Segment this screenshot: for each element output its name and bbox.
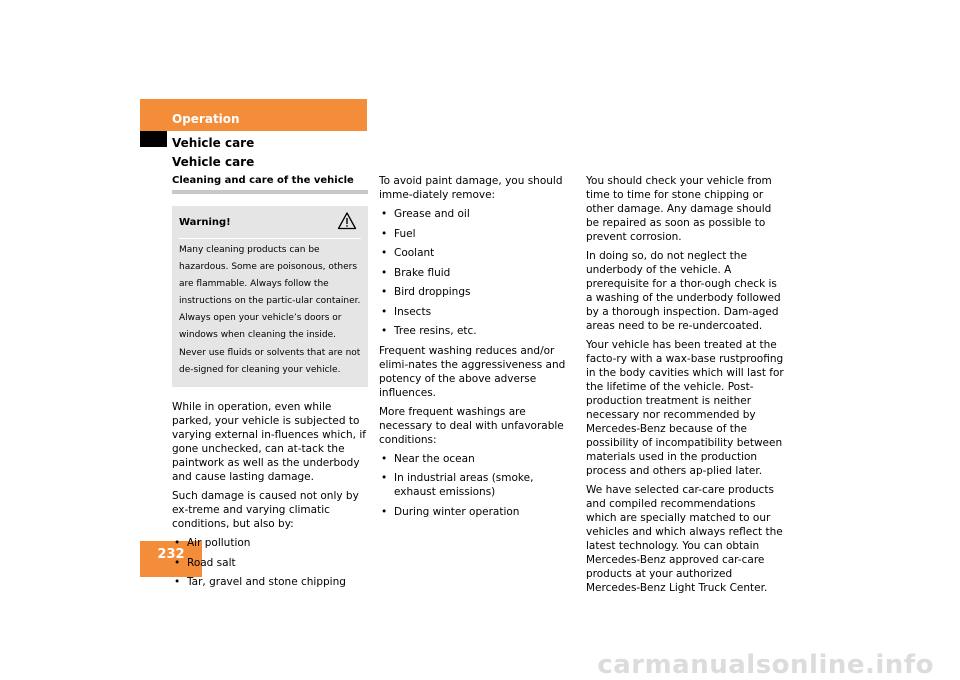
list-item: • Tar, gravel and stone chipping bbox=[172, 575, 368, 589]
list-item: • During winter operation bbox=[379, 505, 575, 519]
list-item: • Tree resins, etc. bbox=[379, 324, 575, 338]
paragraph: You should check your vehicle from time to time for stone chipping or other damage. Any damage should be repaired as soon as possible to prevent corrosion. bbox=[586, 175, 772, 243]
page-number: 232 bbox=[157, 547, 185, 562]
paragraph: We have selected car-care products and compiled recommendations which are specially matched to our vehicles and which always reflect the latest technology. You can obtain Mercedes-Benz approved car-care products at your authorized Mercedes-Benz Light Truck Center. bbox=[586, 484, 783, 594]
paragraph: Frequent washing reduces and/or elimi-nates the aggressiveness and potency of the above adverse influences. bbox=[379, 344, 566, 399]
paragraph: In doing so, do not neglect the underbody of the vehicle. A prerequisite for a thor-ough check is a washing of the underbody followed by a thorough inspection. Dam-aged areas need to be re-undercoated. bbox=[586, 250, 781, 332]
paragraph: While in operation, even while parked, your vehicle is subjected to varying external in-fluences which, if gone unchecked, can at-tack the paintwork as well as the underbody and cause lasting damage. bbox=[172, 401, 366, 483]
warning-triangle-icon bbox=[337, 211, 357, 231]
section-title: Operation bbox=[172, 112, 240, 126]
bullet-list bbox=[379, 452, 575, 519]
right-column bbox=[586, 174, 786, 600]
list-item: • Bird droppings bbox=[379, 285, 575, 299]
warning-label: Warning! bbox=[179, 217, 231, 228]
watermark: carmanualsonline.info bbox=[597, 650, 934, 680]
list-item: • Air pollution bbox=[172, 536, 368, 550]
subheading: Cleaning and care of the vehicle bbox=[172, 174, 368, 194]
warning-paragraph: Never use fluids or solvents that are not de-signed for cleaning your vehicle. bbox=[179, 348, 361, 375]
list-item: • Coolant bbox=[379, 246, 575, 260]
warning-paragraph: Many cleaning products can be hazardous. Some are poisonous, others are flammable. Always follow the instructions on the partic-ular container. Always open your vehicle’s doors or windows when cleaning the inside. bbox=[179, 245, 361, 340]
page-title: Vehicle care bbox=[172, 155, 255, 169]
list-item: • Insects bbox=[379, 305, 575, 319]
middle-column bbox=[379, 174, 575, 524]
warning-header bbox=[179, 206, 361, 239]
list-item: • Near the ocean bbox=[379, 452, 575, 466]
warning-box bbox=[172, 206, 368, 387]
bullet-list bbox=[379, 207, 575, 338]
paragraph: Your vehicle has been treated at the facto-ry with a wax-base rustproofing in the body cavities which will last for the lifetime of the vehicle. Post-production treatment is neither necessary nor recommended by Mercedes-Benz because of the possibility of incompatibility between materials used in the production process and others ap-plied later. bbox=[586, 339, 784, 477]
bullet-list bbox=[172, 536, 368, 589]
list-item: • Road salt bbox=[172, 556, 368, 570]
list-item: • Fuel bbox=[379, 227, 575, 241]
list-item: • In industrial areas (smoke, exhaust emissions) bbox=[379, 471, 575, 499]
section-marker bbox=[140, 131, 167, 147]
subsection-title: Vehicle care bbox=[172, 136, 255, 150]
paragraph: Such damage is caused not only by ex-treme and varying climatic conditions, but also by: bbox=[172, 490, 359, 530]
paragraph: More frequent washings are necessary to deal with unfavorable conditions: bbox=[379, 405, 564, 446]
list-item: • Brake fluid bbox=[379, 266, 575, 280]
left-column bbox=[172, 174, 368, 595]
list-item: • Grease and oil bbox=[379, 207, 575, 221]
paragraph: To avoid paint damage, you should imme-diately remove: bbox=[379, 175, 563, 201]
